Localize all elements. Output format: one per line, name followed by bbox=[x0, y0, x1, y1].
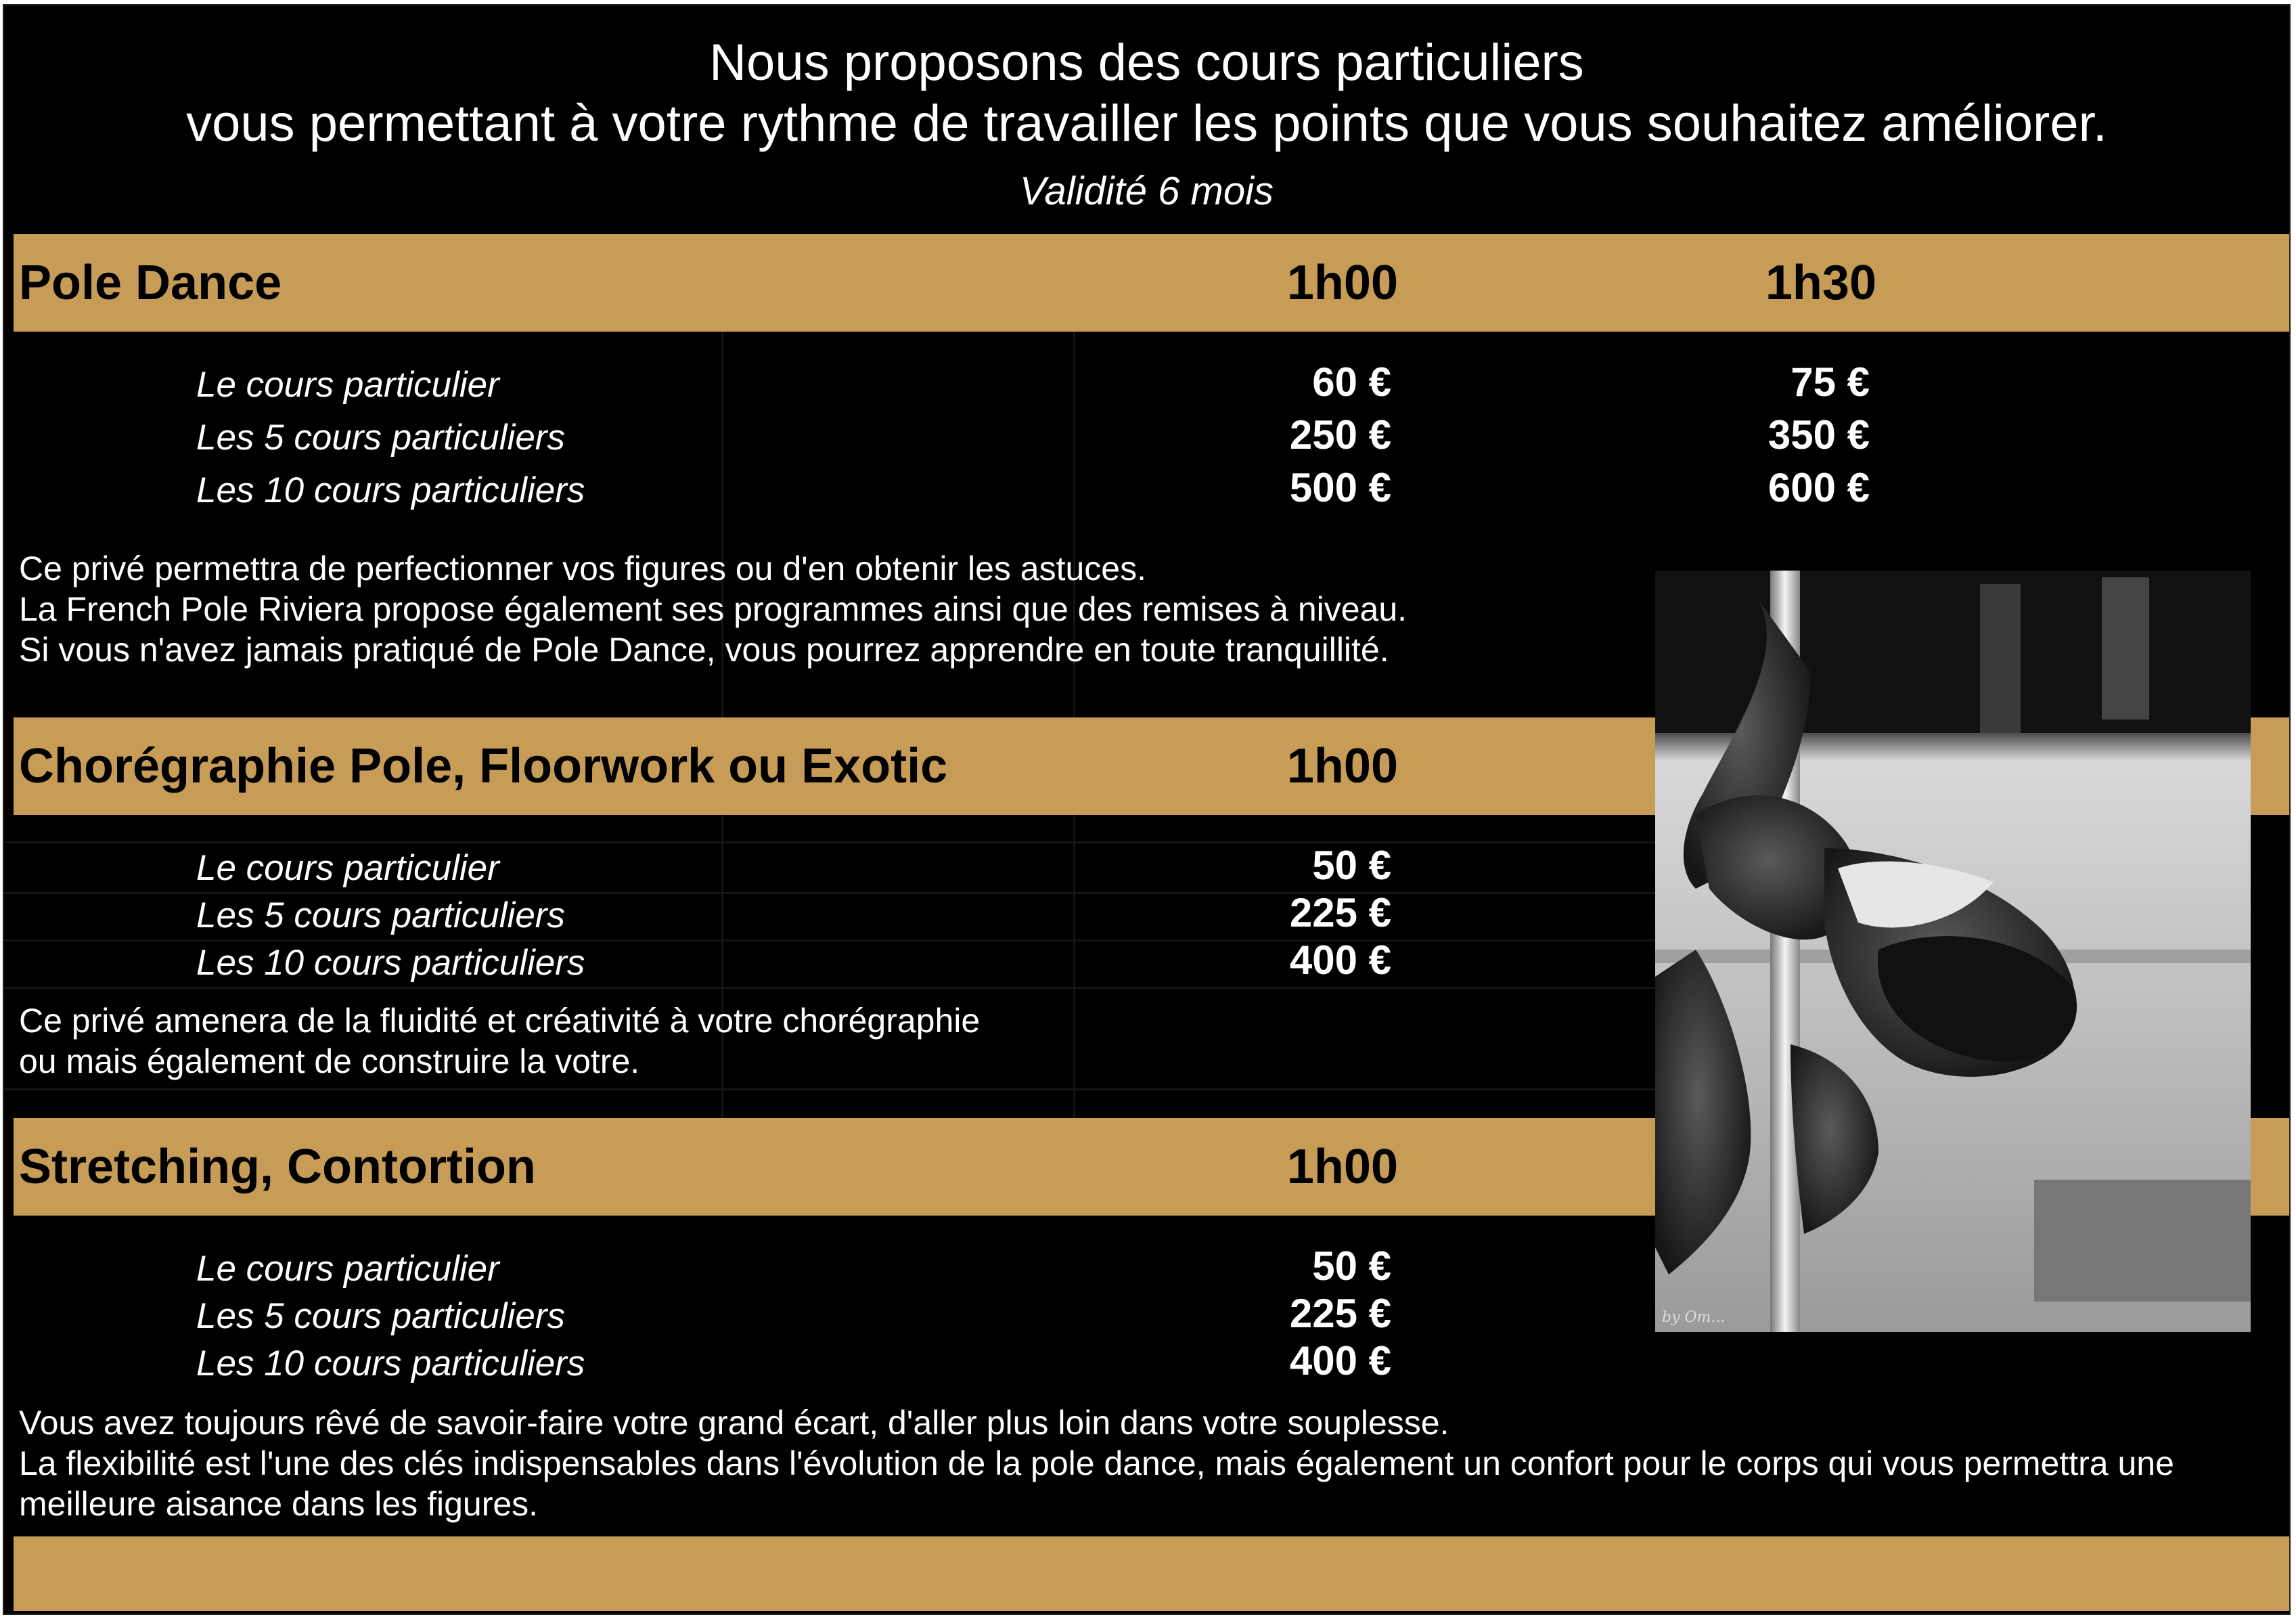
price-value: 50 € bbox=[1312, 843, 1391, 888]
price-row-label: Le cours particulier bbox=[196, 1249, 499, 1289]
price-value: 75 € bbox=[1791, 359, 1870, 405]
price-sheet bbox=[3, 4, 2291, 1615]
price-row-label: Le cours particulier bbox=[196, 365, 499, 405]
description-line: Vous avez toujours rêvé de savoir-faire votre grand écart, d'aller plus loin dans votre souplesse. bbox=[19, 1404, 1449, 1442]
description-line: La French Pole Riviera propose également ses programmes ainsi que des remises à niveau. bbox=[19, 590, 1408, 628]
price-value: 500 € bbox=[1289, 465, 1391, 510]
price-row-label: Les 5 cours particuliers bbox=[196, 1296, 565, 1336]
section-description bbox=[19, 1402, 2174, 1524]
section-description bbox=[19, 548, 1407, 670]
section-title: Stretching, Contortion bbox=[19, 1140, 536, 1194]
price-value: 225 € bbox=[1289, 890, 1391, 935]
price-value: 225 € bbox=[1289, 1291, 1391, 1336]
photo-signature: by Om... bbox=[1662, 1309, 1726, 1326]
description-line: Ce privé amenera de la fluidité et créativité à votre chorégraphie bbox=[19, 1002, 981, 1040]
price-value: 50 € bbox=[1312, 1243, 1391, 1289]
description-line: meilleure aisance dans les figures. bbox=[19, 1485, 539, 1523]
price-value: 400 € bbox=[1289, 937, 1391, 983]
footer-band bbox=[14, 1536, 2290, 1611]
section-band-pole-dance bbox=[14, 234, 2290, 332]
duration-header: 1h00 bbox=[1286, 256, 1398, 310]
price-row-label: Le cours particulier bbox=[196, 848, 499, 888]
description-line: ou mais également de construire la votre. bbox=[19, 1042, 640, 1080]
description-line: La flexibilité est l'une des clés indispensables dans l'évolution de la pole dance, mais également un confort pour le corps qui vous permettra une bbox=[19, 1444, 2174, 1482]
price-row-label: Les 5 cours particuliers bbox=[196, 895, 565, 935]
price-value: 350 € bbox=[1768, 412, 1870, 458]
price-row-label: Les 5 cours particuliers bbox=[196, 418, 565, 458]
price-value: 250 € bbox=[1289, 412, 1391, 458]
section-title: Pole Dance bbox=[19, 256, 282, 310]
price-value: 600 € bbox=[1768, 465, 1870, 510]
price-row-label: Les 10 cours particuliers bbox=[196, 943, 585, 983]
grid-line bbox=[4, 1088, 1655, 1090]
description-line: Si vous n'avez jamais pratiqué de Pole Dance, vous pourrez apprendre en toute tranquillité. bbox=[19, 631, 1389, 669]
grid-line bbox=[4, 892, 1655, 894]
pole-dance-photo bbox=[1655, 571, 2251, 1332]
price-value: 400 € bbox=[1289, 1338, 1391, 1383]
duration-header: 1h00 bbox=[1286, 1140, 1398, 1194]
grid-line bbox=[4, 939, 1655, 941]
grid-line bbox=[4, 987, 1655, 989]
duration-header: 1h30 bbox=[1765, 256, 1876, 310]
intro-heading: Nous proposons des cours particuliers bbox=[709, 34, 1584, 91]
duration-header: 1h00 bbox=[1286, 739, 1398, 793]
photo-illustration bbox=[1655, 571, 2251, 1332]
section-title: Chorégraphie Pole, Floorwork ou Exotic bbox=[19, 739, 948, 793]
price-row-label: Les 10 cours particuliers bbox=[196, 470, 585, 510]
grid-line bbox=[4, 841, 1655, 843]
description-line: Ce privé permettra de perfectionner vos figures ou d'en obtenir les astuces. bbox=[19, 550, 1146, 587]
price-value: 60 € bbox=[1312, 359, 1391, 405]
price-row-label: Les 10 cours particuliers bbox=[196, 1344, 585, 1383]
intro-subheading: vous permettant à votre rythme de travailler les points que vous souhaitez améliorer. bbox=[186, 95, 2107, 152]
section-description bbox=[19, 1000, 980, 1082]
validity-note: Validité 6 mois bbox=[1019, 169, 1274, 213]
